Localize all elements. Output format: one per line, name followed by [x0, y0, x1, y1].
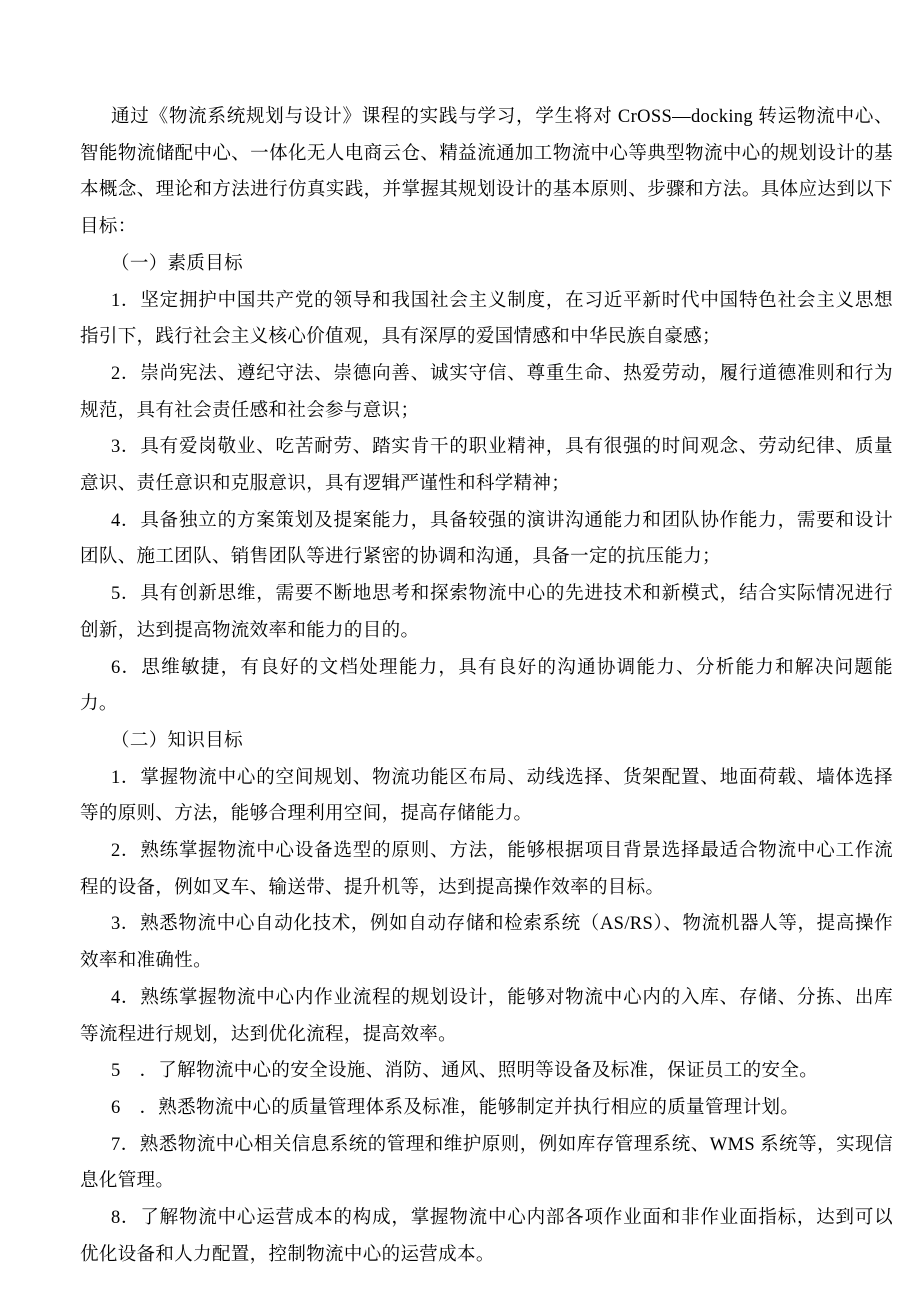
quality-goal-item-5: 5．具有创新思维，需要不断地思考和探索物流中心的先进技术和新模式，结合实际情况进行创新，达到提高物流效率和能力的目的。 [80, 584, 893, 641]
knowledge-goal-item-7: 7．熟悉物流中心相关信息系统的管理和维护原则，例如库存管理系统、WMS 系统等，实现信息化管理。 [80, 1134, 893, 1192]
knowledge-goal-item-5: 5 ．了解物流中心的安全设施、消防、通风、照明等设备及标准，保证员工的安全。 [111, 1061, 819, 1082]
knowledge-goal-item-3: 3．熟悉物流中心自动化技术，例如自动存储和检索系统（AS/RS）、物流机器人等，提高操作效率和准确性。 [80, 914, 893, 972]
quality-goal-item-6: 6．思维敏捷，有良好的文档处理能力，具有良好的沟通协调能力、分析能力和解决问题能力。 [80, 657, 893, 715]
knowledge-goals-heading: （二）知识目标 [111, 730, 243, 751]
quality-goals-heading: （一）素质目标 [111, 253, 243, 274]
knowledge-goal-item-8: 8．了解物流中心运营成本的构成，掌握物流中心内部各项作业面和非作业面指标，达到可以优化设备和人力配置，控制物流中心的运营成本。 [80, 1208, 893, 1265]
knowledge-goal-item-2: 2．熟练掌握物流中心设备选型的原则、方法，能够根据项目背景选择最适合物流中心工作流程的设备，例如叉车、输送带、提升机等，达到提高操作效率的目标。 [80, 841, 893, 898]
intro-paragraph: 通过《物流系统规划与设计》课程的实践与学习，学生将对 CrOSS—docking 转运物流中心、智能物流储配中心、一体化无人电商云仓、精益流通加工物流中心等典型物流中心的规划设计的基本概念、理论和方法进行仿真实践，并掌握其规划设计的基本原则、步骤和方法。具体应达到以下目标： [80, 107, 893, 238]
quality-goal-item-4: 4．具备独立的方案策划及提案能力，具备较强的演讲沟通能力和团队协作能力，需要和设计团队、施工团队、销售团队等进行紧密的协调和沟通，具备一定的抗压能力； [80, 510, 893, 568]
knowledge-goal-item-1: 1．掌握物流中心的空间规划、物流功能区布局、动线选择、货架配置、地面荷载、墙体选择等的原则、方法，能够合理利用空间，提高存储能力。 [80, 767, 893, 825]
quality-goal-item-3: 3．具有爱岗敬业、吃苦耐劳、踏实肯干的职业精神，具有很强的时间观念、劳动纪律、质量意识、责任意识和克服意识，具有逻辑严谨性和科学精神； [80, 437, 893, 495]
quality-goal-item-2: 2．崇尚宪法、遵纪守法、崇德向善、诚实守信、尊重生命、热爱劳动，履行道德准则和行为规范，具有社会责任感和社会参与意识； [80, 363, 893, 421]
knowledge-goal-item-4: 4．熟练掌握物流中心内作业流程的规划设计，能够对物流中心内的入库、存储、分拣、出库等流程进行规划，达到优化流程，提高效率。 [80, 987, 893, 1045]
quality-goal-item-1: 1．坚定拥护中国共产党的领导和我国社会主义制度，在习近平新时代中国特色社会主义思想指引下，践行社会主义核心价值观，具有深厚的爱国情感和中华民族自豪感； [80, 290, 893, 348]
knowledge-goal-item-6: 6 ．熟悉物流中心的质量管理体系及标准，能够制定并执行相应的质量管理计划。 [111, 1097, 800, 1118]
